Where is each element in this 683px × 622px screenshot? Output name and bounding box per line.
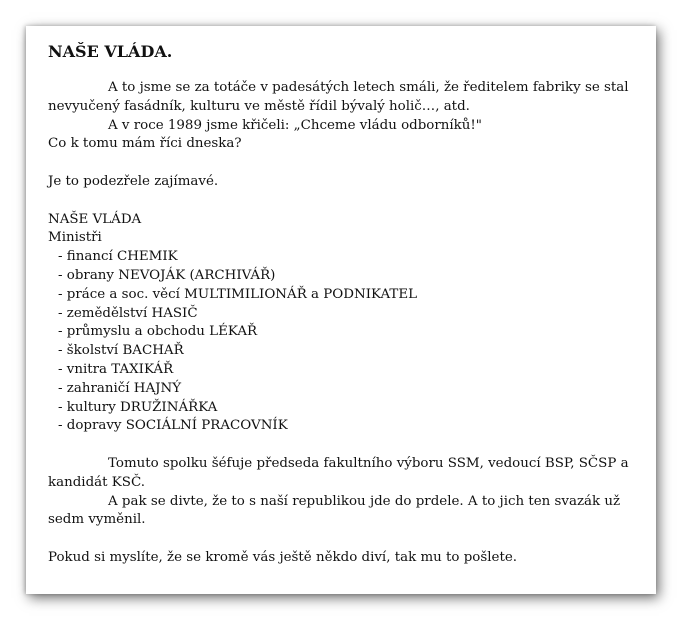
list-subheading: Ministři [48, 230, 102, 246]
ministers-list [48, 248, 636, 436]
document-title: NAŠE VLÁDA. [48, 42, 173, 61]
list-item: - vnitra TAXIKÁŘ [58, 361, 174, 377]
list-item: - zahraničí HAJNÝ [58, 380, 182, 396]
interesting-line: Je to podezřele zajímavé. [48, 173, 219, 189]
list-item: - školství BACHAŘ [58, 343, 184, 359]
list-item: - financí CHEMIK [58, 249, 178, 265]
list-item: - dopravy SOCIÁLNÍ PRACOVNÍK [58, 418, 288, 434]
intro-paragraph-2: A v roce 1989 jsme křičeli: „Chceme vládu odborníků!" [108, 117, 482, 133]
list-heading: NAŠE VLÁDA [48, 211, 142, 227]
list-item: - zemědělství HASIČ [58, 305, 198, 321]
list-item: - práce a soc. věcí MULTIMILIONÁŘ a PODNIKATEL [58, 286, 418, 302]
document-page [26, 26, 656, 594]
closing-paragraph-1: Tomuto spolku šéfuje předseda fakultního výboru SSM, vedoucí BSP, SČSP a kandidát KSČ. [48, 455, 629, 490]
spacer [48, 436, 636, 455]
final-line: Pokud si myslíte, že se kromě vás ještě někdo diví, tak mu to pošlete. [48, 549, 518, 565]
closing-paragraph-2: A pak se divte, že to s naší republikou jde do prdele. A to jich ten svazák už sedm vyměnil. [48, 493, 621, 528]
list-item: - průmyslu a obchodu LÉKAŘ [58, 324, 258, 340]
list-item: - obrany NEVOJÁK (ARCHIVÁŘ) [58, 267, 276, 283]
spacer [48, 154, 636, 173]
intro-paragraph-1: A to jsme se za totáče v padesátých letech smáli, že ředitelem fabriky se stal nevyučený fasádník, kulturu ve městě řídil bývalý holič…, atd. [48, 80, 629, 114]
spacer [48, 192, 636, 211]
intro-question: Co k tomu mám říci dneska? [48, 136, 242, 152]
list-item: - kultury DRUŽINÁŘKA [58, 399, 218, 415]
spacer [48, 530, 636, 549]
